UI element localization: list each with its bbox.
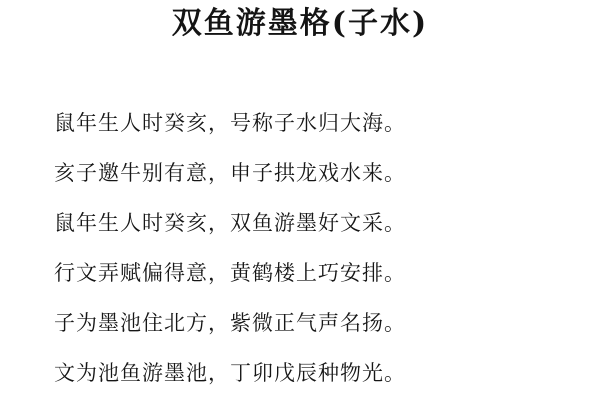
verse-line: 行文弄赋偏得意，黄鹤楼上巧安排。 [54,261,406,285]
verse-block [0,98,600,398]
verse-line: 文为池鱼游墨池，丁卯戊辰种物光。 [54,361,406,385]
verse-line: 鼠年生人时癸亥，双鱼游墨好文采。 [54,211,406,235]
verse-line: 鼠年生人时癸亥，号称子水归大海。 [54,111,406,135]
verse-line: 子为墨池住北方，紫微正气声名扬。 [54,311,406,335]
verse-line: 亥子邀牛别有意，申子拱龙戏水来。 [54,161,406,185]
page-title: 双鱼游墨格(子水) [171,6,429,41]
